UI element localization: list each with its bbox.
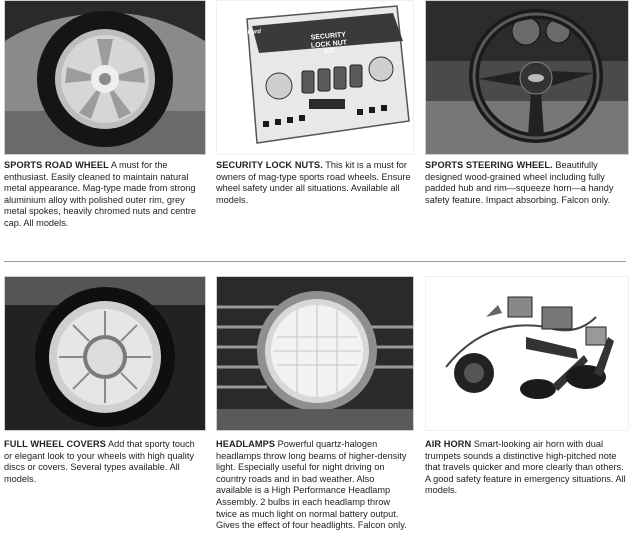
item-description: Add that sporty touch or elegant look to your wheels with high quality discs or covers. Several types available. All models. (4, 439, 195, 484)
sports-steering-wheel-photo (425, 0, 629, 155)
item-description: Smart-looking air horn with dual trumpets sounds a distinctive high-pitched note that travels quicker and more clearly than others. A good safety feature in emergency situations. All models. (425, 439, 626, 496)
full-wheel-covers-photo (4, 276, 206, 431)
item-title: AIR HORN (425, 439, 472, 449)
sports-road-wheel-caption (4, 160, 204, 230)
headlamps-caption (216, 439, 412, 532)
item-title: SPORTS ROAD WHEEL (4, 160, 109, 170)
headlamps-photo (216, 276, 414, 431)
item-description: This kit is a must for owners of mag-type sports road wheels. Ensure wheel safety under all situations. Available all models. (216, 160, 411, 205)
sports-road-wheel-photo (4, 0, 206, 155)
package-line-1: SECURITY (310, 31, 347, 42)
item-title: FULL WHEEL COVERS (4, 439, 106, 449)
security-lock-nuts-caption (216, 160, 412, 206)
item-title: HEADLAMPS (216, 439, 276, 449)
air-horn-caption (425, 439, 627, 497)
full-wheel-covers-caption (4, 439, 204, 485)
item-description: A must for the enthusiast. Easily cleaned to maintain natural metal appearance. Mag-type made from strong aluminium alloy with polished outer rim, grey metal spokes, heavily chromed nuts and centre cap. All models. (4, 160, 197, 228)
item-description: Beautifully designed wood-grained wheel including fully padded hub and rim—squeeze horn—a handy safety feature. Impact absorbing. Falcon only. (425, 160, 614, 205)
item-description: Powerful quartz-halogen headlamps throw long beams of higher-density light. Especially useful for night driving on country roads and in bad weather. Also available is a High Performance Headlamp Assembly. 2 bulbs in each headlamp throw twice as much light on normal battery output. Gives the effect of four headlights. Falcon only. (216, 439, 407, 531)
security-lock-nuts-photo (216, 0, 414, 155)
package-line-3: KIT (323, 47, 336, 56)
package-brand: Ford (247, 28, 262, 37)
item-title: SECURITY LOCK NUTS. (216, 160, 323, 170)
sports-steering-wheel-caption (425, 160, 627, 206)
item-title: SPORTS STEERING WHEEL. (425, 160, 553, 170)
air-horn-photo (425, 276, 629, 431)
package-line-2: LOCK NUT (310, 38, 348, 50)
row-divider (4, 261, 626, 262)
